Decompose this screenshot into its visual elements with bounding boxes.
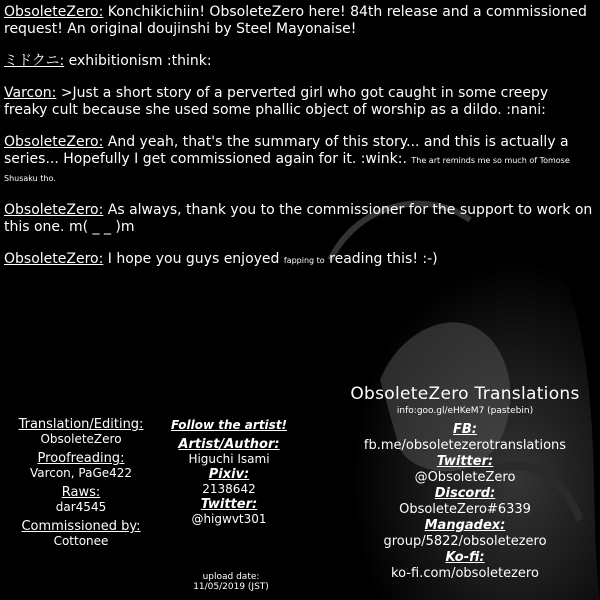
upload-label: upload date: [202,572,260,582]
chat-text: >Just a short story of a perverted girl who got caught in some creepy freaky cult because she used some phallic object of worship as a dildo. :nani: [4,85,549,118]
group-title: ObsoleteZero Translations [350,384,580,404]
chat-speaker: ミドクニ: [4,53,65,69]
chat-speaker: ObsoleteZero: [4,251,104,267]
kofi-link[interactable]: ko-fi.com/obsoletezero [391,566,539,581]
discord-link[interactable]: ObsoleteZero#6339 [399,502,531,517]
chat-speaker: ObsoleteZero: [4,202,104,218]
group-header [336,384,594,416]
credit-label: Translation/Editing: [18,417,144,432]
pixiv-label: Pixiv: [208,467,250,482]
mangadex-label: Mangadex: [424,518,506,533]
staff-credits [4,418,158,554]
artist-twitter-label: Twitter: [200,497,258,512]
chat-speaker: Varcon: [4,85,57,101]
info-link[interactable]: info:goo.gl/eHKeM7 (pastebin) [396,406,534,416]
contact-links [336,422,594,582]
chat-text: And yeah, that's the summary of this story... and this is actually a series... Hopefully I get commissioned again for it. :wink:. [4,134,569,167]
discord-label: Discord: [434,486,496,501]
artist-twitter-handle[interactable]: @higwvt301 [191,512,267,526]
chat-speaker: ObsoleteZero: [4,4,104,20]
mangadex-link[interactable]: group/5822/obsoletezero [383,534,547,549]
chat-line-3 [4,85,594,119]
artist-info [162,418,296,527]
chat-text: I hope you guys enjoyed [103,251,284,267]
twitter-link[interactable]: @ObsoleteZero [414,470,516,485]
chat-text: reading this! :-) [324,251,438,267]
twitter-label: Twitter: [436,454,494,469]
credit-value: Cottonee [53,534,109,548]
credit-value: dar4545 [55,500,107,514]
chat-small-note: The art reminds me so much of Tomose Shusaku tho. [4,156,570,183]
follow-heading: Follow the artist! [170,418,288,432]
chat-text: Konchikichiin! ObsoleteZero here! 84th release and a commissioned request! An original doujinshi by Steel Mayonaise! [4,4,587,37]
artist-label: Artist/Author: [178,437,280,452]
credit-label: Commissioned by: [21,519,141,534]
chat-text: As always, thank you to the commissioner for the support to work on this one. m( _ _ )m [4,202,593,235]
credit-value: Varcon, PaGe422 [29,466,133,480]
credit-label: Raws: [61,485,101,500]
chat-text: exhibitionism :think: [64,53,212,69]
chat-line-2 [4,53,594,70]
artist-name: Higuchi Isami [188,452,270,466]
chat-speaker: ObsoleteZero: [4,134,104,150]
kofi-label: Ko-fi: [445,550,485,565]
chat-line-1 [4,4,594,38]
upload-date [166,572,296,592]
chat-line-5 [4,202,594,236]
fb-label: FB: [453,422,477,437]
fb-link[interactable]: fb.me/obsoletezerotranslations [363,438,567,453]
release-notes [4,4,594,284]
credit-label: Proofreading: [37,451,125,466]
credit-value: ObsoleteZero [40,432,122,446]
chat-line-6 [4,251,594,269]
chat-line-4 [4,134,594,187]
pixiv-id[interactable]: 2138642 [202,482,256,496]
upload-value: 11/05/2019 (JST) [193,582,269,592]
chat-small-note: fapping to [283,256,325,265]
